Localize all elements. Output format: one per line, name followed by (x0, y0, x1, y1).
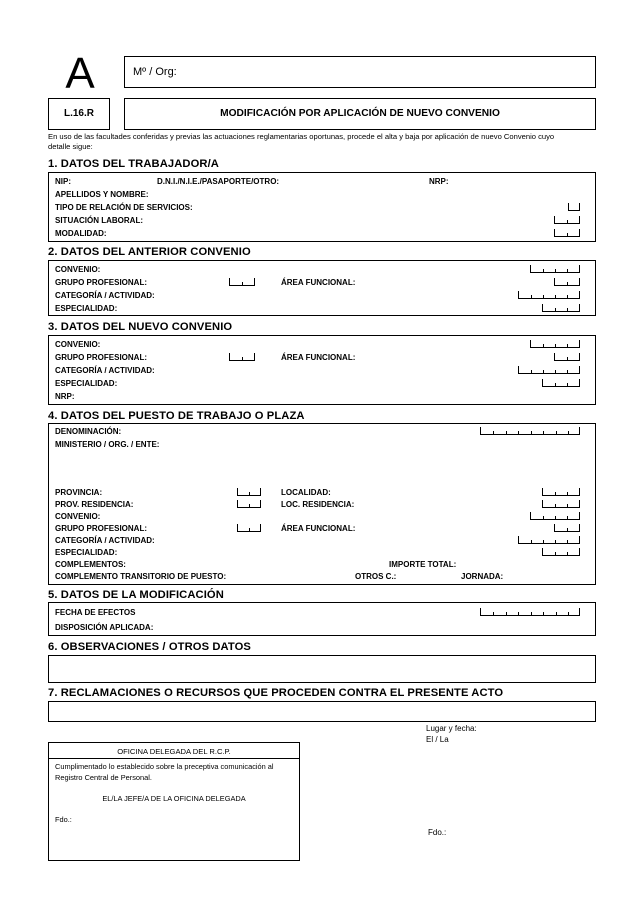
categoria-boxes[interactable] (518, 291, 580, 299)
fdo-left-label: Fdo.: (55, 815, 72, 824)
dni-label: D.N.I./N.I.E./PASAPORTE/OTRO: (157, 177, 280, 186)
intro-line-2: detalle sigue: (48, 142, 93, 151)
disposicion-label: DISPOSICIÓN APLICADA: (55, 623, 154, 632)
intro-line-1: En uso de las facultades conferidas y previas las actuaciones reglamentarias oportunas, procede el alta y baja por aplicación de nuevo Convenio cuyo (48, 132, 555, 141)
section-2-box (48, 260, 596, 316)
reclamaciones-field[interactable] (48, 701, 596, 722)
convenio-boxes[interactable] (530, 265, 580, 273)
prov-residencia-boxes[interactable] (237, 500, 261, 508)
section-1-title: 1. DATOS DEL TRABAJADOR/A (48, 158, 219, 170)
section-1-box (48, 172, 596, 242)
complementos-label: COMPLEMENTOS: (55, 560, 126, 569)
convenio-boxes[interactable] (530, 512, 580, 520)
grupo-label: GRUPO PROFESIONAL: (55, 278, 148, 287)
cumplimentado-line-1: Cumplimentado lo establecido sobre la preceptiva comunicación al (55, 762, 274, 771)
categoria-boxes[interactable] (518, 366, 580, 374)
form-code-box (48, 98, 110, 130)
ministerio-label: MINISTERIO / ORG. / ENTE: (55, 440, 160, 449)
area-boxes[interactable] (554, 353, 580, 361)
form-title-box (124, 98, 596, 130)
area-label: ÁREA FUNCIONAL: (281, 278, 356, 287)
section-5-box (48, 602, 596, 636)
org-label: Mº / Org: (133, 66, 177, 78)
grupo-label: GRUPO PROFESIONAL: (55, 524, 148, 533)
cumplimentado-line-2: Registro Central de Personal. (55, 773, 152, 782)
form-title: MODIFICACIÓN POR APLICACIÓN DE NUEVO CONVENIO (220, 108, 500, 119)
importe-total-label: IMPORTE TOTAL: (389, 560, 457, 569)
denominacion-boxes[interactable] (480, 427, 580, 435)
denominacion-label: DENOMINACIÓN: (55, 427, 122, 436)
jornada-label: JORNADA: (461, 572, 504, 581)
situacion-boxes[interactable] (554, 216, 580, 224)
org-field[interactable] (124, 56, 596, 88)
section-7-title: 7. RECLAMACIONES O RECURSOS QUE PROCEDEN CONTRA EL PRESENTE ACTO (48, 687, 504, 699)
nrp-label: NRP: (429, 177, 449, 186)
section-3-title: 3. DATOS DEL NUEVO CONVENIO (48, 321, 233, 333)
modalidad-label: MODALIDAD: (55, 229, 107, 238)
form-code: L.16.R (63, 108, 94, 119)
grupo-label: GRUPO PROFESIONAL: (55, 353, 148, 362)
prov-residencia-label: PROV. RESIDENCIA: (55, 500, 134, 509)
lugar-fecha-label: Lugar y fecha: (426, 724, 477, 733)
otros-c-label: OTROS C.: (355, 572, 397, 581)
categoria-label: CATEGORÍA / ACTIVIDAD: (55, 291, 155, 300)
complemento-transitorio-label: COMPLEMENTO TRANSITORIO DE PUESTO: (55, 572, 227, 581)
convenio-label: CONVENIO: (55, 340, 101, 349)
nrp-label: NRP: (55, 392, 75, 401)
apellidos-label: APELLIDOS Y NOMBRE: (55, 190, 149, 199)
grupo-boxes[interactable] (237, 524, 261, 532)
situacion-label: SITUACIÓN LABORAL: (55, 216, 143, 225)
convenio-boxes[interactable] (530, 340, 580, 348)
localidad-boxes[interactable] (542, 488, 580, 496)
el-la-label: El / La (426, 735, 449, 744)
fecha-efectos-label: FECHA DE EFECTOS (55, 608, 136, 617)
categoria-label: CATEGORÍA / ACTIVIDAD: (55, 366, 155, 375)
categoria-label: CATEGORÍA / ACTIVIDAD: (55, 536, 155, 545)
especialidad-label: ESPECIALIDAD: (55, 379, 118, 388)
especialidad-label: ESPECIALIDAD: (55, 548, 118, 557)
section-5-title: 5. DATOS DE LA MODIFICACIÓN (48, 589, 224, 601)
convenio-label: CONVENIO: (55, 512, 101, 521)
provincia-boxes[interactable] (237, 488, 261, 496)
section-6-title: 6. OBSERVACIONES / OTROS DATOS (48, 641, 251, 653)
convenio-label: CONVENIO: (55, 265, 101, 274)
area-boxes[interactable] (554, 278, 580, 286)
area-boxes[interactable] (554, 524, 580, 532)
loc-residencia-boxes[interactable] (542, 500, 580, 508)
oficina-title: OFICINA DELEGADA DEL R.C.P. (117, 747, 231, 756)
loc-residencia-label: LOC. RESIDENCIA: (281, 500, 355, 509)
area-label: ÁREA FUNCIONAL: (281, 524, 356, 533)
grupo-boxes[interactable] (229, 278, 255, 286)
area-label: ÁREA FUNCIONAL: (281, 353, 356, 362)
especialidad-boxes[interactable] (542, 548, 580, 556)
section-4-title: 4. DATOS DEL PUESTO DE TRABAJO O PLAZA (48, 410, 305, 422)
fecha-efectos-boxes[interactable] (480, 608, 580, 616)
modalidad-boxes[interactable] (554, 229, 580, 237)
observaciones-field[interactable] (48, 655, 596, 683)
oficina-divider (49, 758, 299, 759)
nip-label: NIP: (55, 177, 71, 186)
section-4-box (48, 423, 596, 585)
especialidad-label: ESPECIALIDAD: (55, 304, 118, 313)
fdo-right-label: Fdo.: (428, 828, 447, 837)
tipo-relacion-boxes[interactable] (568, 203, 580, 211)
localidad-label: LOCALIDAD: (281, 488, 331, 497)
section-2-title: 2. DATOS DEL ANTERIOR CONVENIO (48, 246, 251, 258)
categoria-boxes[interactable] (518, 536, 580, 544)
especialidad-boxes[interactable] (542, 379, 580, 387)
section-3-box (48, 335, 596, 405)
grupo-boxes[interactable] (229, 353, 255, 361)
provincia-label: PROVINCIA: (55, 488, 103, 497)
tipo-relacion-label: TIPO DE RELACIÓN DE SERVICIOS: (55, 203, 193, 212)
especialidad-boxes[interactable] (542, 304, 580, 312)
form-letter: A (65, 49, 95, 98)
jefe-label: EL/LA JEFE/A DE LA OFICINA DELEGADA (102, 794, 246, 803)
oficina-delegada-box (48, 742, 300, 861)
